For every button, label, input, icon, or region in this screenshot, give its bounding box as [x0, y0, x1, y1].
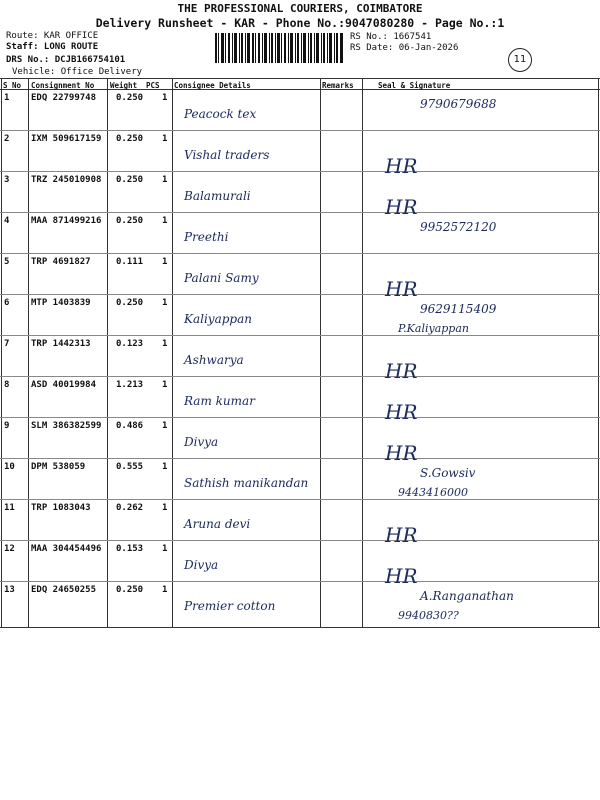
row-weight: 0.262 — [116, 503, 144, 513]
row-consignment-no: TRP 1442313 — [31, 339, 91, 349]
route-label: Route: KAR OFFICE — [6, 31, 99, 41]
row-signature: HR — [385, 195, 418, 219]
row-sno: 10 — [4, 462, 15, 472]
row-consignee-handwritten: Palani Samy — [184, 271, 259, 285]
row-signature-note: P.Kaliyappan — [398, 322, 469, 335]
row-sno: 4 — [4, 216, 10, 226]
row-consignment-no: ASD 40019984 — [31, 380, 97, 390]
header-consignment: Consignment No — [31, 81, 95, 90]
row-consignee-handwritten: Ashwarya — [184, 353, 244, 367]
row-signature: HR — [385, 154, 418, 178]
row-pcs: 1 — [162, 421, 168, 431]
row-consignment-no: SLM 386382599 — [31, 421, 102, 431]
row-consignee-handwritten: Preethi — [184, 230, 229, 244]
row-consignment-no: EDQ 22799748 — [31, 93, 97, 103]
row-consignee-handwritten: Vishal traders — [184, 148, 270, 162]
row-pcs: 1 — [162, 380, 168, 390]
row-pcs: 1 — [162, 339, 168, 349]
vehicle-label: Vehicle: Office Delivery — [12, 67, 143, 77]
row-consignment-no: TRZ 245010908 — [31, 175, 102, 185]
row-signature: HR — [385, 441, 418, 465]
staff-label: Staff: LONG ROUTE — [6, 42, 99, 52]
rs-date: RS Date: 06-Jan-2026 — [350, 43, 459, 53]
row-sno: 8 — [4, 380, 10, 390]
row-weight: 0.123 — [116, 339, 144, 349]
row-signature: A.Ranganathan — [420, 589, 514, 603]
row-consignment-no: TRP 1083043 — [31, 503, 91, 513]
row-consignee-handwritten: Balamurali — [184, 189, 251, 203]
row-pcs: 1 — [162, 503, 168, 513]
drs-label: DRS No.: DCJB166754101 — [6, 55, 126, 65]
row-consignee-handwritten: Sathish manikandan — [184, 476, 309, 490]
row-signature: HR — [385, 277, 418, 301]
row-pcs: 1 — [162, 93, 168, 103]
header-seal-signature: Seal & Signature — [378, 81, 451, 90]
row-weight: 0.555 — [116, 462, 144, 472]
row-weight: 0.250 — [116, 175, 144, 185]
row-consignee-handwritten: Ram kumar — [184, 394, 255, 408]
row-sno: 5 — [4, 257, 10, 267]
row-sno: 11 — [4, 503, 15, 513]
row-signature-note: 9940830?? — [398, 609, 459, 622]
row-pcs: 1 — [162, 134, 168, 144]
row-signature-note: 9443416000 — [398, 486, 468, 499]
row-weight: 0.250 — [116, 216, 144, 226]
row-signature: HR — [385, 400, 418, 424]
row-weight: 1.213 — [116, 380, 144, 390]
row-sno: 6 — [4, 298, 10, 308]
header-weight: Weight — [110, 81, 138, 90]
row-consignment-no: MTP 1403839 — [31, 298, 91, 308]
row-pcs: 1 — [162, 544, 168, 554]
row-consignment-no: TRP 4691827 — [31, 257, 91, 267]
row-pcs: 1 — [162, 585, 168, 595]
row-signature: HR — [385, 359, 418, 383]
row-sno: 2 — [4, 134, 10, 144]
row-signature: 9790679688 — [420, 97, 497, 111]
row-sno: 7 — [4, 339, 10, 349]
row-consignment-no: MAA 304454496 — [31, 544, 102, 554]
row-signature: 9952572120 — [420, 220, 497, 234]
row-signature: S.Gowsiv — [420, 466, 476, 480]
row-consignee-handwritten: Premier cotton — [184, 599, 276, 613]
runsheet-title: Delivery Runsheet - KAR - Phone No.:9047080280 - Page No.:1 — [95, 16, 505, 30]
header-consignee: Consignee Details — [174, 81, 251, 90]
row-pcs: 1 — [162, 298, 168, 308]
header-sno: S No — [3, 81, 22, 90]
rs-number: RS No.: 1667541 — [350, 32, 432, 42]
circled-page-count: 11 — [508, 48, 532, 72]
row-consignment-no: EDQ 24650255 — [31, 585, 97, 595]
row-weight: 0.250 — [116, 93, 144, 103]
row-sno: 3 — [4, 175, 10, 185]
company-title: THE PROFESSIONAL COURIERS, COIMBATORE — [177, 2, 423, 15]
row-sno: 1 — [4, 93, 10, 103]
row-weight: 0.153 — [116, 544, 144, 554]
row-weight: 0.250 — [116, 585, 144, 595]
row-signature: HR — [385, 523, 418, 547]
row-consignment-no: DPM 538059 — [31, 462, 86, 472]
row-signature: 9629115409 — [420, 302, 497, 316]
row-weight: 0.250 — [116, 134, 144, 144]
header-pcs: PCS — [146, 81, 160, 90]
row-consignee-handwritten: Aruna devi — [184, 517, 251, 531]
row-consignee-handwritten: Divya — [184, 435, 219, 449]
row-pcs: 1 — [162, 175, 168, 185]
row-weight: 0.486 — [116, 421, 144, 431]
row-sno: 13 — [4, 585, 15, 595]
row-pcs: 1 — [162, 257, 168, 267]
row-sno: 9 — [4, 421, 10, 431]
row-consignment-no: IXM 509617159 — [31, 134, 102, 144]
row-signature: HR — [385, 564, 418, 588]
row-pcs: 1 — [162, 462, 168, 472]
row-consignment-no: MAA 871499216 — [31, 216, 102, 226]
row-consignee-handwritten: Divya — [184, 558, 219, 572]
row-sno: 12 — [4, 544, 15, 554]
row-weight: 0.250 — [116, 298, 144, 308]
row-pcs: 1 — [162, 216, 168, 226]
row-consignee-handwritten: Kaliyappan — [184, 312, 252, 326]
row-consignee-handwritten: Peacock tex — [184, 107, 257, 121]
row-weight: 0.111 — [116, 257, 144, 267]
header-remarks: Remarks — [322, 81, 354, 90]
